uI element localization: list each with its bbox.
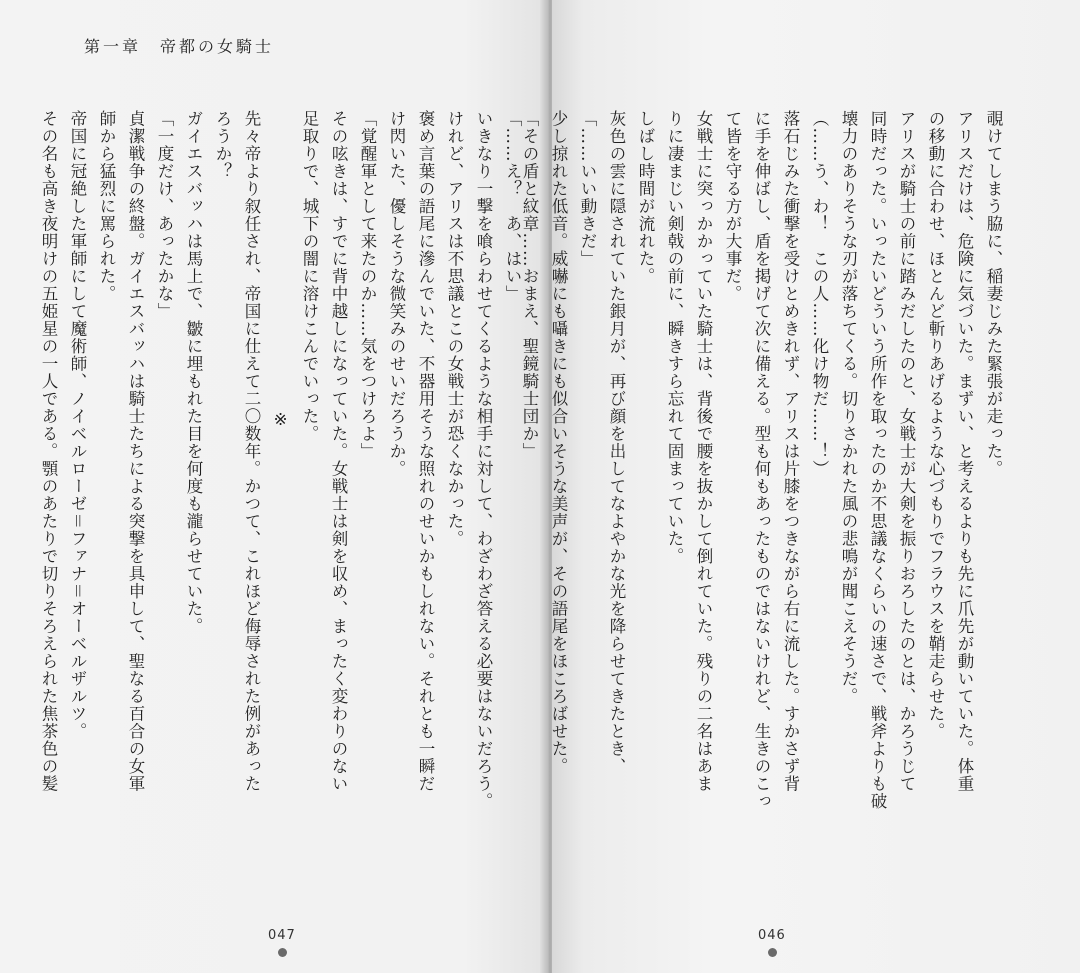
- text-line: （……う、わ！ この人……化け物だ……！）: [810, 110, 829, 478]
- scene-break-mark: ※: [271, 410, 290, 430]
- text-line: その名も高き夜明けの五姫星の一人である。顎のあたりで切りそろえられた焦茶色の髪: [39, 110, 58, 793]
- left-page-body: [39, 110, 527, 830]
- text-line: 帝国に冠絶した軍師にして魔術師、ノイベルローゼ＝ファナ＝オーベルザルツ。: [68, 110, 87, 740]
- text-line: 「……え？ あ、はい」: [503, 110, 522, 303]
- text-line: いきなり一撃を喰らわせてくるような相手に対して、わざわざ答える必要はないだろう。: [474, 110, 493, 810]
- text-line: け閃いた、優しそうな微笑みのせいだろうか。: [387, 110, 406, 478]
- text-line: 少し掠れた低音。威嚇にも囁きにも似合いそうな美声が、その語尾をほころばせた。: [549, 110, 568, 775]
- page-number: 046: [758, 928, 786, 943]
- text-line: 足取りで、城下の闇に溶けこんでいった。: [300, 110, 319, 443]
- text-line: 「一度だけ、あったかな」: [155, 110, 174, 320]
- text-line: 壊力のありそうな刃が落ちてくる。切りさかれた風の悲鳴が聞こえそうだ。: [839, 110, 858, 705]
- text-line: ろうか？: [213, 110, 232, 180]
- text-line: アリスが騎士の前に踏みだしたのと、女戦士が大剣を振りおろしたのとは、かろうじて: [897, 110, 916, 793]
- text-line: 落石じみた衝撃を受けとめきれず、アリスは片膝をつきながら右に流した。すかさず背: [781, 110, 800, 793]
- text-line: 灰色の雲に隠されていた銀月が、再び顔を出してなよやかな光を降らせてきたとき、: [607, 110, 626, 775]
- text-line: 覗けてしまう脇に、稲妻じみた緊張が走った。: [984, 110, 1003, 478]
- text-line: 女戦士に突っかかっていた騎士は、背後で腰を抜かして倒れていた。残りの二名はあま: [694, 110, 713, 793]
- text-line: 同時だった。いったいどういう所作を取ったのか不思議なくらいの速さで、戦斧よりも破: [868, 110, 887, 810]
- text-line: の移動に合わせ、ほとんど斬りあげるような心づもりでフラウスを鞘走らせた。: [926, 110, 945, 740]
- text-line: に手を伸ばし、盾を掲げて次に備える。型も何もあったものではないけれど、生きのこっ: [752, 110, 771, 810]
- right-page-body: [520, 110, 1008, 830]
- text-line: 師から猛烈に罵られた。: [97, 110, 116, 303]
- text-line: 褒め言葉の語尾に滲んでいた、不器用そうな照れのせいかもしれない。それとも一瞬だ: [416, 110, 435, 793]
- text-line: ガイエスバッハは馬上で、皺に埋もれた目を何度も瀧らせていた。: [184, 110, 203, 635]
- folio-dot: [768, 948, 777, 957]
- text-line: 先々帝より叙任され、帝国に仕えて二〇数年。かつて、これほど侮辱された例があった: [242, 110, 261, 793]
- text-line: しばし時間が流れた。: [636, 110, 655, 285]
- text-line: けれど、アリスは不思議とこの女戦士が恐くなかった。: [445, 110, 464, 548]
- folio-dot: [278, 948, 287, 957]
- text-line: 「その盾と紋章……おまえ、聖鏡騎士団か」: [520, 110, 539, 460]
- running-head: 第一章 帝都の女騎士: [84, 37, 275, 56]
- text-line: アリスだけは、危険に気づいた。まずい、と考えるよりも先に爪先が動いていた。体重: [955, 110, 974, 793]
- page-number: 047: [268, 928, 296, 943]
- text-line: りに凄まじい剣戟の前に、瞬きすら忘れて固まっていた。: [665, 110, 684, 565]
- right-page: [520, 0, 1080, 973]
- text-line: 「覚醒軍として来たのか……気をつけろよ」: [358, 110, 377, 460]
- text-line: 貞潔戦争の終盤。ガイエスバッハは騎士たちによる突撃を具申して、聖なる百合の女軍: [126, 110, 145, 793]
- text-line: て皆を守る方が大事だ。: [723, 110, 742, 303]
- text-line: その呟きは、すでに背中越しになっていた。女戦士は剣を収め、まったく変わりのない: [329, 110, 348, 793]
- text-line: 「……いい動きだ」: [578, 110, 597, 268]
